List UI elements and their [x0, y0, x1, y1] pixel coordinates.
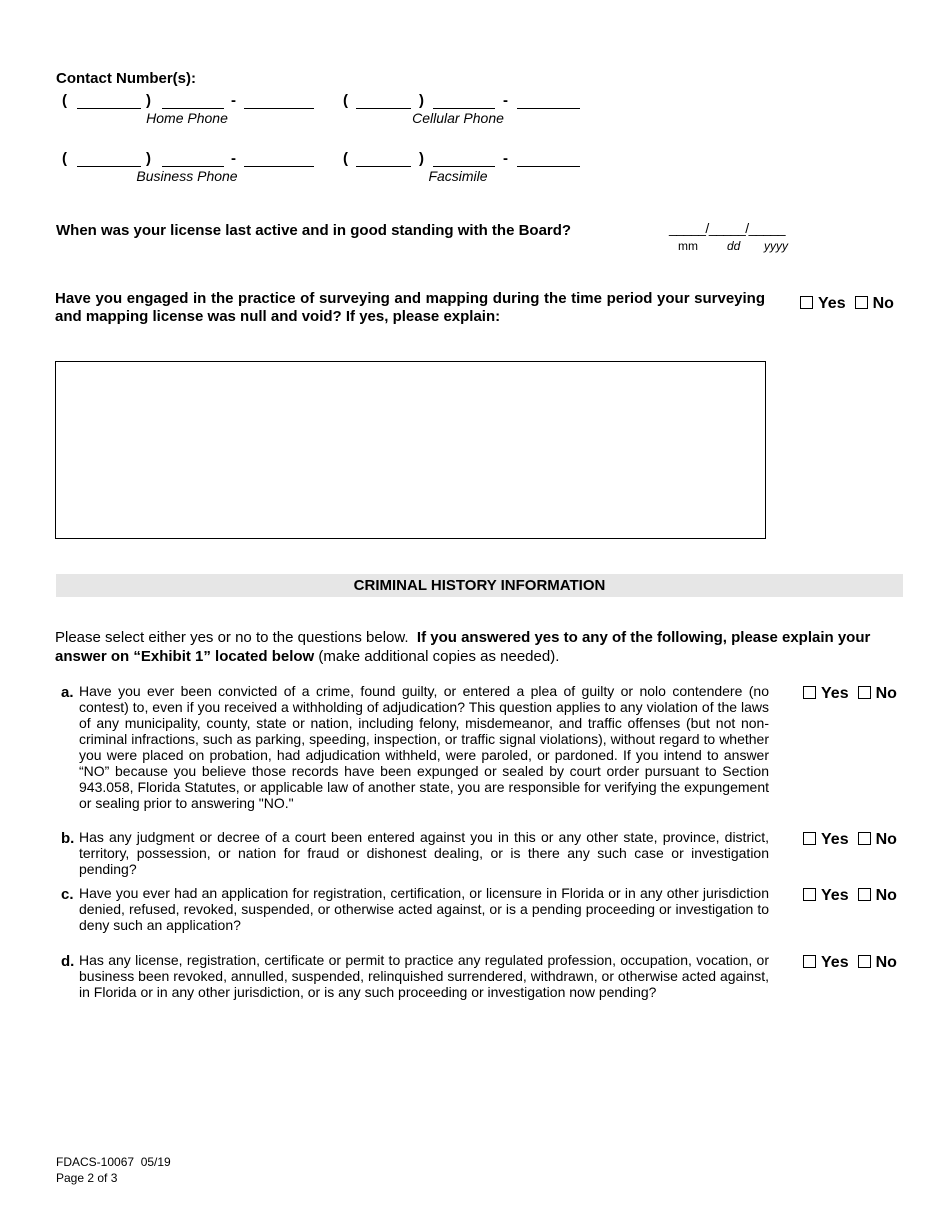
intro-tail: (make additional copies as needed). — [318, 648, 560, 665]
prefix-line[interactable] — [433, 166, 495, 167]
open-paren: ( — [62, 92, 67, 109]
home-phone-label: Home Phone — [146, 110, 228, 126]
form-id: FDACS-10067 05/19 — [56, 1155, 171, 1169]
checkbox-icon[interactable] — [858, 955, 871, 968]
question-d-no-option[interactable]: No — [858, 954, 897, 972]
dash: - — [503, 150, 508, 167]
question-text: Have you ever had an application for registration, certification, or licensure in Florida or in any other jurisdiction denied, refused, revoked, suspended, or otherwise acted against, or is a pending proceeding or investigation to deny such an application? — [79, 885, 769, 933]
question-b-yes-no — [803, 831, 906, 849]
cellular-phone-label: Cellular Phone — [412, 110, 504, 126]
facsimile-field[interactable] — [343, 150, 583, 190]
line-number-line[interactable] — [244, 108, 314, 109]
explanation-textarea[interactable] — [55, 361, 766, 539]
question-a-no-option[interactable]: No — [858, 685, 897, 703]
open-paren: ( — [62, 150, 67, 167]
area-code-line[interactable] — [356, 108, 411, 109]
close-paren: ) — [146, 92, 151, 109]
practice-question: Have you engaged in the practice of surveying and mapping during the time period your surveying and mapping license was null and void? If yes, please explain: — [55, 290, 765, 325]
prefix-line[interactable] — [433, 108, 495, 109]
dash: - — [503, 92, 508, 109]
checkbox-icon[interactable] — [803, 888, 816, 901]
question-text: Have you ever been convicted of a crime, found guilty, or entered a plea of guilty or nolo contendere (no contest) to, even if you received a withholding of adjudication? This question applies to any violation of the laws of any municipality, county, state or nation, including felony, misdemeanor, and traffic offenses (but not non-criminal infractions, such as parking, speeding, inspection, or traffic signal violations), without regard to whether you were placed on probation, had adjudication withheld, were paroled, or pardoned. If you intend to answer “NO” because you believe those records have been expunged or sealed by court order pursuant to Section 943.058, Florida Statutes, or applicable law of another state, you are responsible for verifying the expungement or sealing prior to answering "NO." — [79, 683, 769, 811]
question-letter: a. — [61, 684, 74, 701]
cellular-phone-field[interactable] — [343, 92, 583, 132]
page-number: Page 2 of 3 — [56, 1171, 118, 1185]
area-code-line[interactable] — [77, 166, 141, 167]
question-text: Has any judgment or decree of a court been entered against you in this or any other state, province, district, territory, possession, or nation for fraud or dishonest dealing, or is there any such case or investigation pending? — [79, 829, 769, 877]
license-date-field[interactable]: _____/_____/_____ — [669, 220, 786, 236]
open-paren: ( — [343, 150, 348, 167]
line-number-line[interactable] — [244, 166, 314, 167]
prefix-line[interactable] — [162, 166, 224, 167]
open-paren: ( — [343, 92, 348, 109]
checkbox-icon[interactable] — [803, 832, 816, 845]
checkbox-icon[interactable] — [803, 686, 816, 699]
intro-plain: Please select either yes or no to the questions below. — [55, 629, 409, 646]
checkbox-icon[interactable] — [858, 888, 871, 901]
question-d-yes-no — [803, 954, 906, 972]
line-number-line[interactable] — [517, 108, 580, 109]
checkbox-icon[interactable] — [858, 686, 871, 699]
home-phone-field[interactable] — [62, 92, 322, 132]
practice-yes-no — [800, 295, 903, 313]
intro-bold: If you answered yes to any of the following, please explain your answer on “Exhibit 1” located below — [55, 629, 871, 665]
date-yyyy-label: yyyy — [764, 239, 788, 253]
business-phone-label: Business Phone — [136, 168, 238, 184]
question-c-yes-no — [803, 887, 906, 905]
line-number-line[interactable] — [517, 166, 580, 167]
facsimile-label: Facsimile — [428, 168, 488, 184]
criminal-history-header: CRIMINAL HISTORY INFORMATION — [56, 574, 903, 597]
checkbox-icon[interactable] — [800, 296, 813, 309]
question-text: Has any license, registration, certificate or permit to practice any regulated profession, occupation, vocation, or business been revoked, annulled, suspended, relinquished surrendered, withdrawn, or otherwise acted against, in Florida or in any other jurisdiction, or is any such proceeding or investigation now pending? — [79, 952, 769, 1000]
contact-heading: Contact Number(s): — [56, 70, 197, 87]
date-mm-label: mm — [678, 239, 698, 253]
question-letter: d. — [61, 953, 75, 970]
practice-yes-option[interactable]: Yes — [800, 295, 846, 313]
close-paren: ) — [419, 92, 424, 109]
date-dd-label: dd — [727, 239, 741, 253]
close-paren: ) — [146, 150, 151, 167]
area-code-line[interactable] — [356, 166, 411, 167]
prefix-line[interactable] — [162, 108, 224, 109]
question-b-yes-option[interactable]: Yes — [803, 831, 849, 849]
area-code-line[interactable] — [77, 108, 141, 109]
dash: - — [231, 150, 236, 167]
question-c-yes-option[interactable]: Yes — [803, 887, 849, 905]
business-phone-field[interactable] — [62, 150, 322, 190]
close-paren: ) — [419, 150, 424, 167]
question-a-yes-no — [803, 685, 906, 703]
checkbox-icon[interactable] — [803, 955, 816, 968]
question-letter: c. — [61, 886, 74, 903]
criminal-intro — [55, 628, 903, 666]
license-active-question: When was your license last active and in good standing with the Board? — [56, 222, 572, 239]
question-c-no-option[interactable]: No — [858, 887, 897, 905]
question-b-no-option[interactable]: No — [858, 831, 897, 849]
question-d-yes-option[interactable]: Yes — [803, 954, 849, 972]
question-letter: b. — [61, 830, 75, 847]
checkbox-icon[interactable] — [855, 296, 868, 309]
practice-no-option[interactable]: No — [855, 295, 894, 313]
dash: - — [231, 92, 236, 109]
question-a-yes-option[interactable]: Yes — [803, 685, 849, 703]
checkbox-icon[interactable] — [858, 832, 871, 845]
